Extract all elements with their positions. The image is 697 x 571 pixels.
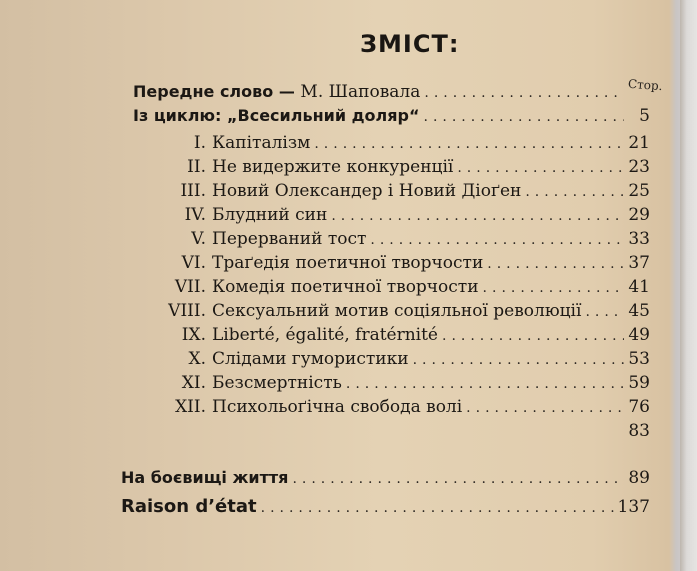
toc-chapter-1 (150, 133, 650, 153)
leader-dots (331, 208, 624, 224)
entry-label: На боєвищі життя (121, 468, 289, 487)
chapter-title: Траґедія поетичної творчости (212, 253, 484, 273)
chapter-numeral: IV. (184, 205, 206, 225)
toc-entry-battlefield (121, 468, 650, 488)
toc-chapter-6 (150, 253, 650, 273)
chapter-numeral: I. (193, 133, 206, 153)
toc-chapter-10 (150, 349, 650, 369)
page-edge (680, 0, 697, 571)
leader-dots (346, 376, 624, 392)
page-number: 49 (628, 325, 650, 345)
page-number: 76 (628, 397, 650, 417)
toc-chapter-9 (150, 325, 650, 345)
page-number: 21 (628, 133, 650, 153)
page-number: 25 (628, 181, 650, 201)
leader-dots (413, 352, 624, 368)
chapter-numeral: II. (187, 157, 206, 177)
chapter-title: Перерваний тост (212, 229, 367, 249)
leader-dots (483, 280, 624, 296)
toc-chapter-5 (150, 229, 650, 249)
toc-chapter-12-continued (150, 421, 650, 441)
toc-chapter-8 (150, 301, 650, 321)
chapter-numeral: XII. (175, 397, 206, 417)
chapter-title: Блудний син (212, 205, 328, 225)
page-number: 59 (628, 373, 650, 393)
leader-dots (424, 109, 625, 125)
chapter-numeral: V. (191, 229, 206, 249)
page-column-label: Стор. (627, 76, 663, 94)
entry-label: Raison d’état (121, 496, 257, 517)
leader-dots (487, 256, 624, 272)
leader-dots (424, 85, 624, 101)
chapter-title: Безсмертність (212, 373, 342, 393)
toc-chapter-2 (150, 157, 650, 177)
toc-chapter-11 (150, 373, 650, 393)
chapter-title: Сексуальний мотив соціяльної революції (212, 301, 582, 321)
chapter-numeral: X. (188, 349, 206, 369)
toc-chapter-12 (150, 397, 650, 417)
page-number: 23 (628, 157, 650, 177)
chapter-numeral: VII. (174, 277, 206, 297)
chapter-numeral: XI. (181, 373, 206, 393)
page-number: 89 (628, 468, 650, 488)
toc-entry-raison-detat (121, 496, 650, 517)
entry-label: Із циклю: „Всесильний доляр“ (133, 106, 420, 125)
leader-dots (525, 184, 624, 200)
leader-dots (442, 328, 624, 344)
page-title: ЗМІСТ: (360, 30, 460, 58)
chapter-numeral: VIII. (168, 301, 206, 321)
page-number: 83 (628, 421, 650, 441)
chapter-title: Liberté, égalité, fratérnité (212, 325, 438, 345)
page-number: 5 (639, 106, 650, 126)
page-number: 37 (628, 253, 650, 273)
leader-dots (466, 400, 624, 416)
chapter-numeral: IX. (181, 325, 206, 345)
leader-dots (585, 304, 624, 320)
chapter-title: Новий Олександер і Новий Діоґен (212, 181, 522, 201)
page-number: 137 (617, 497, 650, 517)
leader-dots (370, 232, 624, 248)
chapter-title: Капіталізм (212, 133, 311, 153)
toc-chapter-3 (150, 181, 650, 201)
leader-dots (292, 471, 624, 487)
page-number: 53 (628, 349, 650, 369)
chapter-title: Слідами гумористики (212, 349, 409, 369)
page-number: 29 (628, 205, 650, 225)
chapter-title: Комедія поетичної творчости (212, 277, 479, 297)
page-number: 45 (628, 301, 650, 321)
leader-dots (261, 500, 614, 516)
toc-entry-preface (133, 82, 650, 102)
chapter-numeral: III. (180, 181, 206, 201)
chapter-title: Психольоґічна свобода волі (212, 397, 463, 417)
chapter-numeral: VI. (181, 253, 206, 273)
toc-entry-cycle (133, 106, 650, 126)
entry-label: Передне слово — М. Шаповала (133, 82, 421, 102)
leader-dots (457, 160, 624, 176)
leader-dots (314, 136, 624, 152)
page-number: 41 (628, 277, 650, 297)
chapter-title: Не видержите конкуренції (212, 157, 454, 177)
page-number: 33 (628, 229, 650, 249)
toc-chapter-7 (150, 277, 650, 297)
toc-chapter-4 (150, 205, 650, 225)
